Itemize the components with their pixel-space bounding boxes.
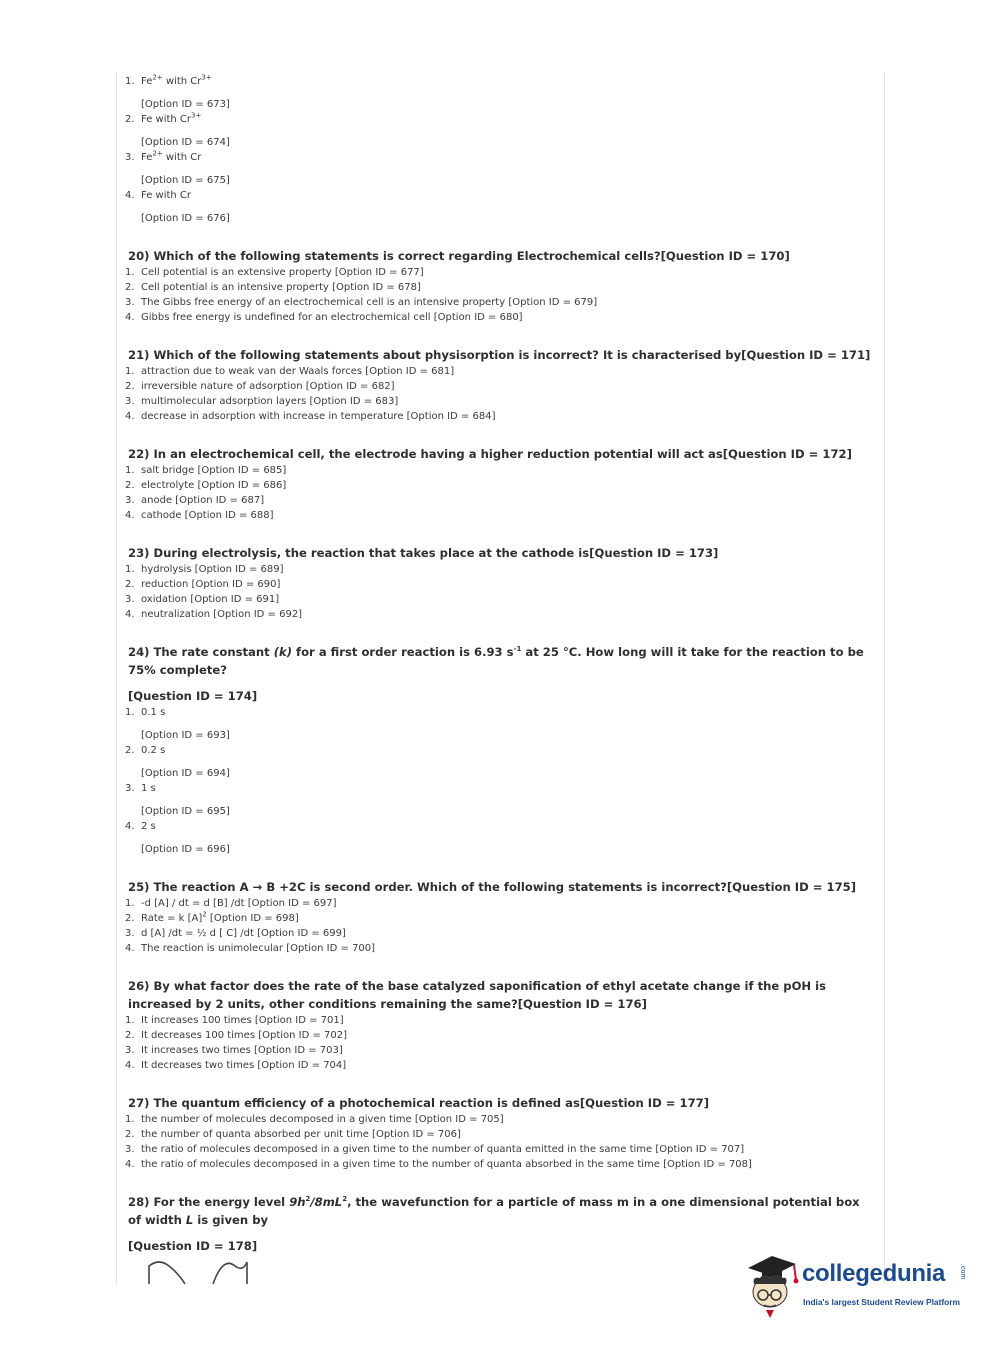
list-item: 3. multimolecular adsorption layers [Option ID = 683] [125, 396, 399, 407]
option-list [125, 265, 875, 325]
list-item: 2. Fe with $Cr^{3+}$ [125, 111, 202, 125]
list-item: 1. It increases 100 times [Option ID = 701] [125, 1015, 344, 1026]
option-list [125, 705, 875, 857]
list-item: 4. Gibbs free energy is undefined for an electrochemical cell [Option ID = 680] [125, 312, 523, 323]
option-list [125, 364, 875, 424]
brand-name: collegedunia [802, 1260, 946, 1287]
list-item: 3. oxidation [Option ID = 691] [125, 594, 280, 605]
list-item: 1. 0.1 s [125, 707, 166, 718]
left-margin-rule [116, 72, 117, 1284]
question-id: [Question ID = 174] [128, 689, 258, 703]
option-id: [Option ID = 693] [141, 730, 230, 741]
list-item: 4. 2 s [125, 821, 156, 832]
option-list [125, 1112, 875, 1172]
list-item: 3. 1 s [125, 783, 156, 794]
list-item: 2. the number of quanta absorbed per unit time [Option ID = 706] [125, 1129, 461, 1140]
list-item: 1. salt bridge [Option ID = 685] [125, 465, 287, 476]
list-item: 2. Rate = k $[A]^2$ [Option ID = 698] [125, 910, 299, 924]
question-title: 21) Which of the following statements about physisorption is incorrect? It is characterised by[Question ID = 171] [128, 348, 871, 362]
question-title: 22) In an electrochemical cell, the electrode having a higher reduction potential will act as[Question ID = 172] [128, 447, 852, 461]
wave-curve-2 [213, 1262, 247, 1284]
list-item: 3. $Fe^{2+}$ with Cr [125, 149, 202, 163]
brand-suffix: .com [959, 1264, 966, 1280]
question-title: 24) The rate constant (k) for a first order reaction is 6.93 $s^{-1}$ at 25 °C. How long will it take for the reaction to be 75% complete? [128, 645, 864, 677]
list-item: 1. $Fe^{2+}$ with $Cr^{3+}$ [125, 73, 212, 87]
question-25 [125, 878, 875, 956]
option-list [125, 463, 875, 523]
brand-tagline: India's largest Student Review Platform [803, 1297, 960, 1307]
list-item: 1. hydrolysis [Option ID = 689] [125, 564, 284, 575]
question-title: 28) For the energy level $9h^2/8mL^2$, the wavefunction for a particle of mass m in a one dimensional potential box of width L is given by [128, 1195, 860, 1227]
question-24 [125, 643, 875, 857]
cap-tassel [794, 1265, 796, 1280]
tie [766, 1310, 774, 1318]
option-id: [Option ID = 696] [141, 844, 230, 855]
question-27 [125, 1094, 875, 1172]
list-item: 3. d [A] /dt = ½ d [ C] /dt [Option ID = 699] [125, 928, 346, 939]
question-title: 25) The reaction A → B +2C is second order. Which of the following statements is incorrect?[Question ID = 175] [128, 880, 857, 894]
list-item: 3. the ratio of molecules decomposed in a given time to the number of quanta emitted in the same time [Option ID = 707] [125, 1144, 745, 1155]
list-item: 1. -d [A] / dt = d [B] /dt [Option ID = 697] [125, 898, 337, 909]
question-20 [125, 247, 875, 325]
list-item: 4. Fe with Cr [125, 190, 192, 201]
list-item: 4. the ratio of molecules decomposed in a given time to the number of quanta absorbed in the same time [Option ID = 708] [125, 1159, 752, 1170]
option-list [125, 1013, 875, 1073]
list-item: 4. decrease in adsorption with increase in temperature [Option ID = 684] [125, 411, 496, 422]
mascot-icon [742, 1250, 802, 1320]
option-list [125, 896, 875, 956]
list-item: 4. It decreases two times [Option ID = 704] [125, 1060, 347, 1071]
list-item: 4. cathode [Option ID = 688] [125, 510, 274, 521]
list-item: 3. anode [Option ID = 687] [125, 495, 265, 506]
question-21 [125, 346, 875, 424]
wave-curve-1 [149, 1262, 185, 1284]
list-item: 2. reduction [Option ID = 690] [125, 579, 281, 590]
list-item: 2. 0.2 s [125, 745, 166, 756]
question-title: 26) By what factor does the rate of the base catalyzed saponification of ethyl acetate change if the pOH is increased by 2 units, other conditions remaining the same?[Question ID = 176] [128, 979, 827, 1011]
question-23 [125, 544, 875, 622]
list-item: 2. Cell potential is an intensive property [Option ID = 678] [125, 282, 421, 293]
list-item: 1. the number of molecules decomposed in a given time [Option ID = 705] [125, 1114, 504, 1125]
option-id: [Option ID = 675] [141, 175, 230, 186]
list-item: 4. neutralization [Option ID = 692] [125, 609, 303, 620]
collegedunia-logo [742, 1250, 972, 1320]
list-item: 3. The Gibbs free energy of an electrochemical cell is an intensive property [Option ID = 679] [125, 297, 598, 308]
question-title: 23) During electrolysis, the reaction that takes place at the cathode is[Question ID = 173] [128, 546, 719, 560]
list-item: 2. It decreases 100 times [Option ID = 702] [125, 1030, 348, 1041]
question-22 [125, 445, 875, 523]
list-item: 2. irreversible nature of adsorption [Option ID = 682] [125, 381, 395, 392]
list-item: 2. electrolyte [Option ID = 686] [125, 480, 287, 491]
question-id: [Question ID = 178] [128, 1239, 258, 1253]
wavefunction-sketch [145, 1260, 255, 1286]
question-26 [125, 977, 875, 1073]
option-list [125, 562, 875, 622]
q19-option-list [125, 74, 875, 226]
option-id: [Option ID = 694] [141, 768, 230, 779]
question-content [125, 72, 875, 1255]
question-28 [125, 1193, 875, 1255]
option-id: [Option ID = 676] [141, 213, 230, 224]
question-title: 20) Which of the following statements is correct regarding Electrochemical cells?[Question ID = 170] [128, 249, 790, 263]
list-item: 4. The reaction is unimolecular [Option ID = 700] [125, 943, 376, 954]
option-id: [Option ID = 695] [141, 806, 230, 817]
option-id: [Option ID = 673] [141, 99, 230, 110]
question-title: 27) The quantum efficiency of a photochemical reaction is defined as[Question ID = 177] [128, 1096, 710, 1110]
option-id: [Option ID = 674] [141, 137, 230, 148]
tassel-end [794, 1279, 799, 1284]
list-item: 1. Cell potential is an extensive property [Option ID = 677] [125, 267, 424, 278]
right-margin-rule [884, 72, 885, 1284]
list-item: 1. attraction due to weak van der Waals forces [Option ID = 681] [125, 366, 455, 377]
list-item: 3. It increases two times [Option ID = 703] [125, 1045, 343, 1056]
